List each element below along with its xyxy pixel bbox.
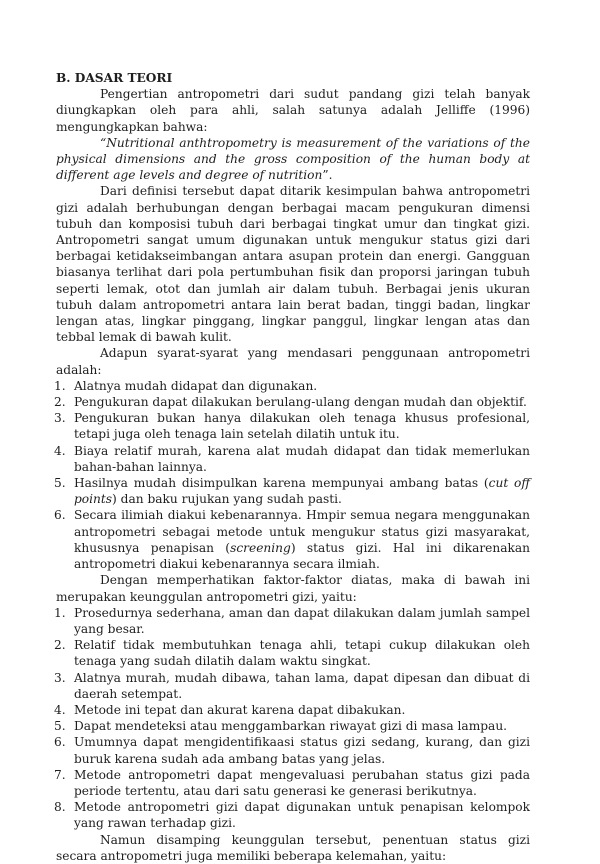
list-number: 5.: [54, 476, 66, 491]
paragraph-intro: Pengertian antropometri dari sudut pandang gizi telah banyak diungkapkan oleh para ahli, salah satunya adalah Jelliffe (1996) mengungkapkan bahwa:: [56, 87, 530, 134]
paragraph-definition: Dari definisi tersebut dapat ditarik kesimpulan bahwa antropometri gizi adalah berhubungan dengan berbagai macam pengukuran dimensi tubuh dan komposisi tubuh dari berbagai tingkat umur dan tingkat gizi. Antropometri sangat umum digunakan untuk mengukur status gizi dari berbagai ketidakseimbangan antara asupan protein dan energi. Gangguan biasanya terlihat dari pola pertumbuhan fisik dan proporsi jaringan tubuh seperti lemak, otot dan jumlah air dalam tubuh. Berbagai jenis ukuran tubuh dalam antropometri antara lain berat badan, tinggi badan, lingkar lengan atas, lingkar pinggang, lingkar panggul, lingkar lengan atas dan tebbal lemak di bawah kulit.: [56, 184, 530, 345]
list-number: 5.: [54, 719, 66, 734]
list-item: [56, 670, 530, 702]
list-number: 7.: [54, 767, 66, 782]
list-number: 8.: [54, 800, 66, 815]
list-text: Alatnya mudah didapat dan digunakan.: [74, 378, 318, 393]
quote-close: ”.: [322, 168, 333, 183]
list-number: 4.: [54, 443, 66, 458]
list-text: Alatnya murah, mudah dibawa, tahan lama, dapat dipesan dan dibuat di daerah setempat.: [74, 670, 530, 701]
list-item: [56, 718, 530, 734]
quote-text: “Nutritional anthtropometry is measurement of the variations of the physical dimensions and the gross composition of the human body at different age levels and degree of nutrition: [56, 135, 530, 183]
list-text: ) status gizi. Hal ini dikarenakan antropometri diakui kebenarannya secara ilmiah.: [74, 540, 530, 572]
list-text: Metode antropometri dapat mengevaluasi perubahan status gizi pada periode tertentu, atau dari satu generasi ke generasi berikutnya.: [74, 767, 530, 798]
list-item: [56, 605, 530, 637]
list-item: [56, 734, 530, 766]
list-text-italic: cut off points: [74, 476, 530, 507]
list-text: Pengukuran bukan hanya dilakukan oleh tenaga khusus profesional, tetapi juga oleh tenaga lain setelah dilatih untuk itu.: [74, 411, 530, 442]
list-text: Dapat mendeteksi atau menggambarkan riwayat gizi di masa lampau.: [74, 719, 508, 734]
list-item: [56, 410, 530, 442]
list-item: [56, 702, 530, 718]
list-text: Biaya relatif murah, karena alat mudah didapat dan tidak memerlukan bahan-bahan lainnya.: [74, 443, 530, 474]
list-item: [56, 767, 530, 799]
list-item: [56, 443, 530, 475]
list-text: ) dan baku rujukan yang sudah pasti.: [112, 492, 342, 507]
document-body: [56, 70, 530, 864]
list-number: 3.: [54, 411, 66, 426]
list-text: Prosedurnya sederhana, aman dan dapat dilakukan dalam jumlah sampel yang besar.: [74, 605, 530, 636]
list-text: Umumnya dapat mengidentifikaasi status gizi sedang, kurang, dan gizi buruk karena sudah ada ambang batas yang jelas.: [74, 735, 530, 766]
list-item: [56, 637, 530, 669]
list-item: [56, 378, 530, 394]
list-item: [56, 475, 530, 507]
section-heading: B. DASAR TEORI: [56, 71, 173, 85]
list-text: Metode antropometri gizi dapat digunakan untuk penapisan kelompok yang rawan terhadap gizi.: [74, 800, 530, 831]
list-number: 6.: [54, 735, 66, 750]
list-text-italic: screening: [230, 540, 291, 555]
paragraph-weaknesses-intro: Namun disamping keunggulan tersebut, penentuan status gizi secara antropometri juga memiliki beberapa kelemahan, yaitu:: [56, 832, 530, 863]
requirements-list: [56, 378, 530, 572]
advantages-list: [56, 605, 530, 832]
list-number: 4.: [54, 702, 66, 717]
list-text: Metode ini tepat dan akurat karena dapat dibakukan.: [74, 702, 406, 717]
list-number: 3.: [54, 670, 66, 685]
list-item: [56, 394, 530, 410]
list-text: Hasilnya mudah disimpulkan karena mempunyai ambang batas (: [74, 476, 489, 491]
paragraph-requirements-intro: Adapun syarat-syarat yang mendasari penggunaan antropometri adalah:: [56, 346, 530, 377]
list-item: [56, 799, 530, 831]
list-number: 2.: [54, 638, 66, 653]
list-number: 6.: [54, 508, 66, 523]
list-number: 1.: [54, 378, 66, 393]
list-number: 2.: [54, 395, 66, 410]
paragraph-advantages-intro: Dengan memperhatikan faktor-faktor diatas, maka di bawah ini merupakan keunggulan antropometri gizi, yaitu:: [56, 573, 530, 604]
list-number: 1.: [54, 605, 66, 620]
list-text: Secara ilimiah diakui kebenarannya. Hmpir semua negara menggunakan antropometri sebagai metode untuk mengukur status gizi masyarakat, khususnya penapisan (: [74, 508, 530, 555]
list-text: Relatif tidak membutuhkan tenaga ahli, tetapi cukup dilakukan oleh tenaga yang sudah dilatih dalam waktu singkat.: [74, 638, 530, 669]
list-text: Pengukuran dapat dilakukan berulang-ulang dengan mudah dan objektif.: [74, 395, 527, 410]
quote-jelliffe: [56, 135, 530, 184]
list-item: [56, 507, 530, 572]
